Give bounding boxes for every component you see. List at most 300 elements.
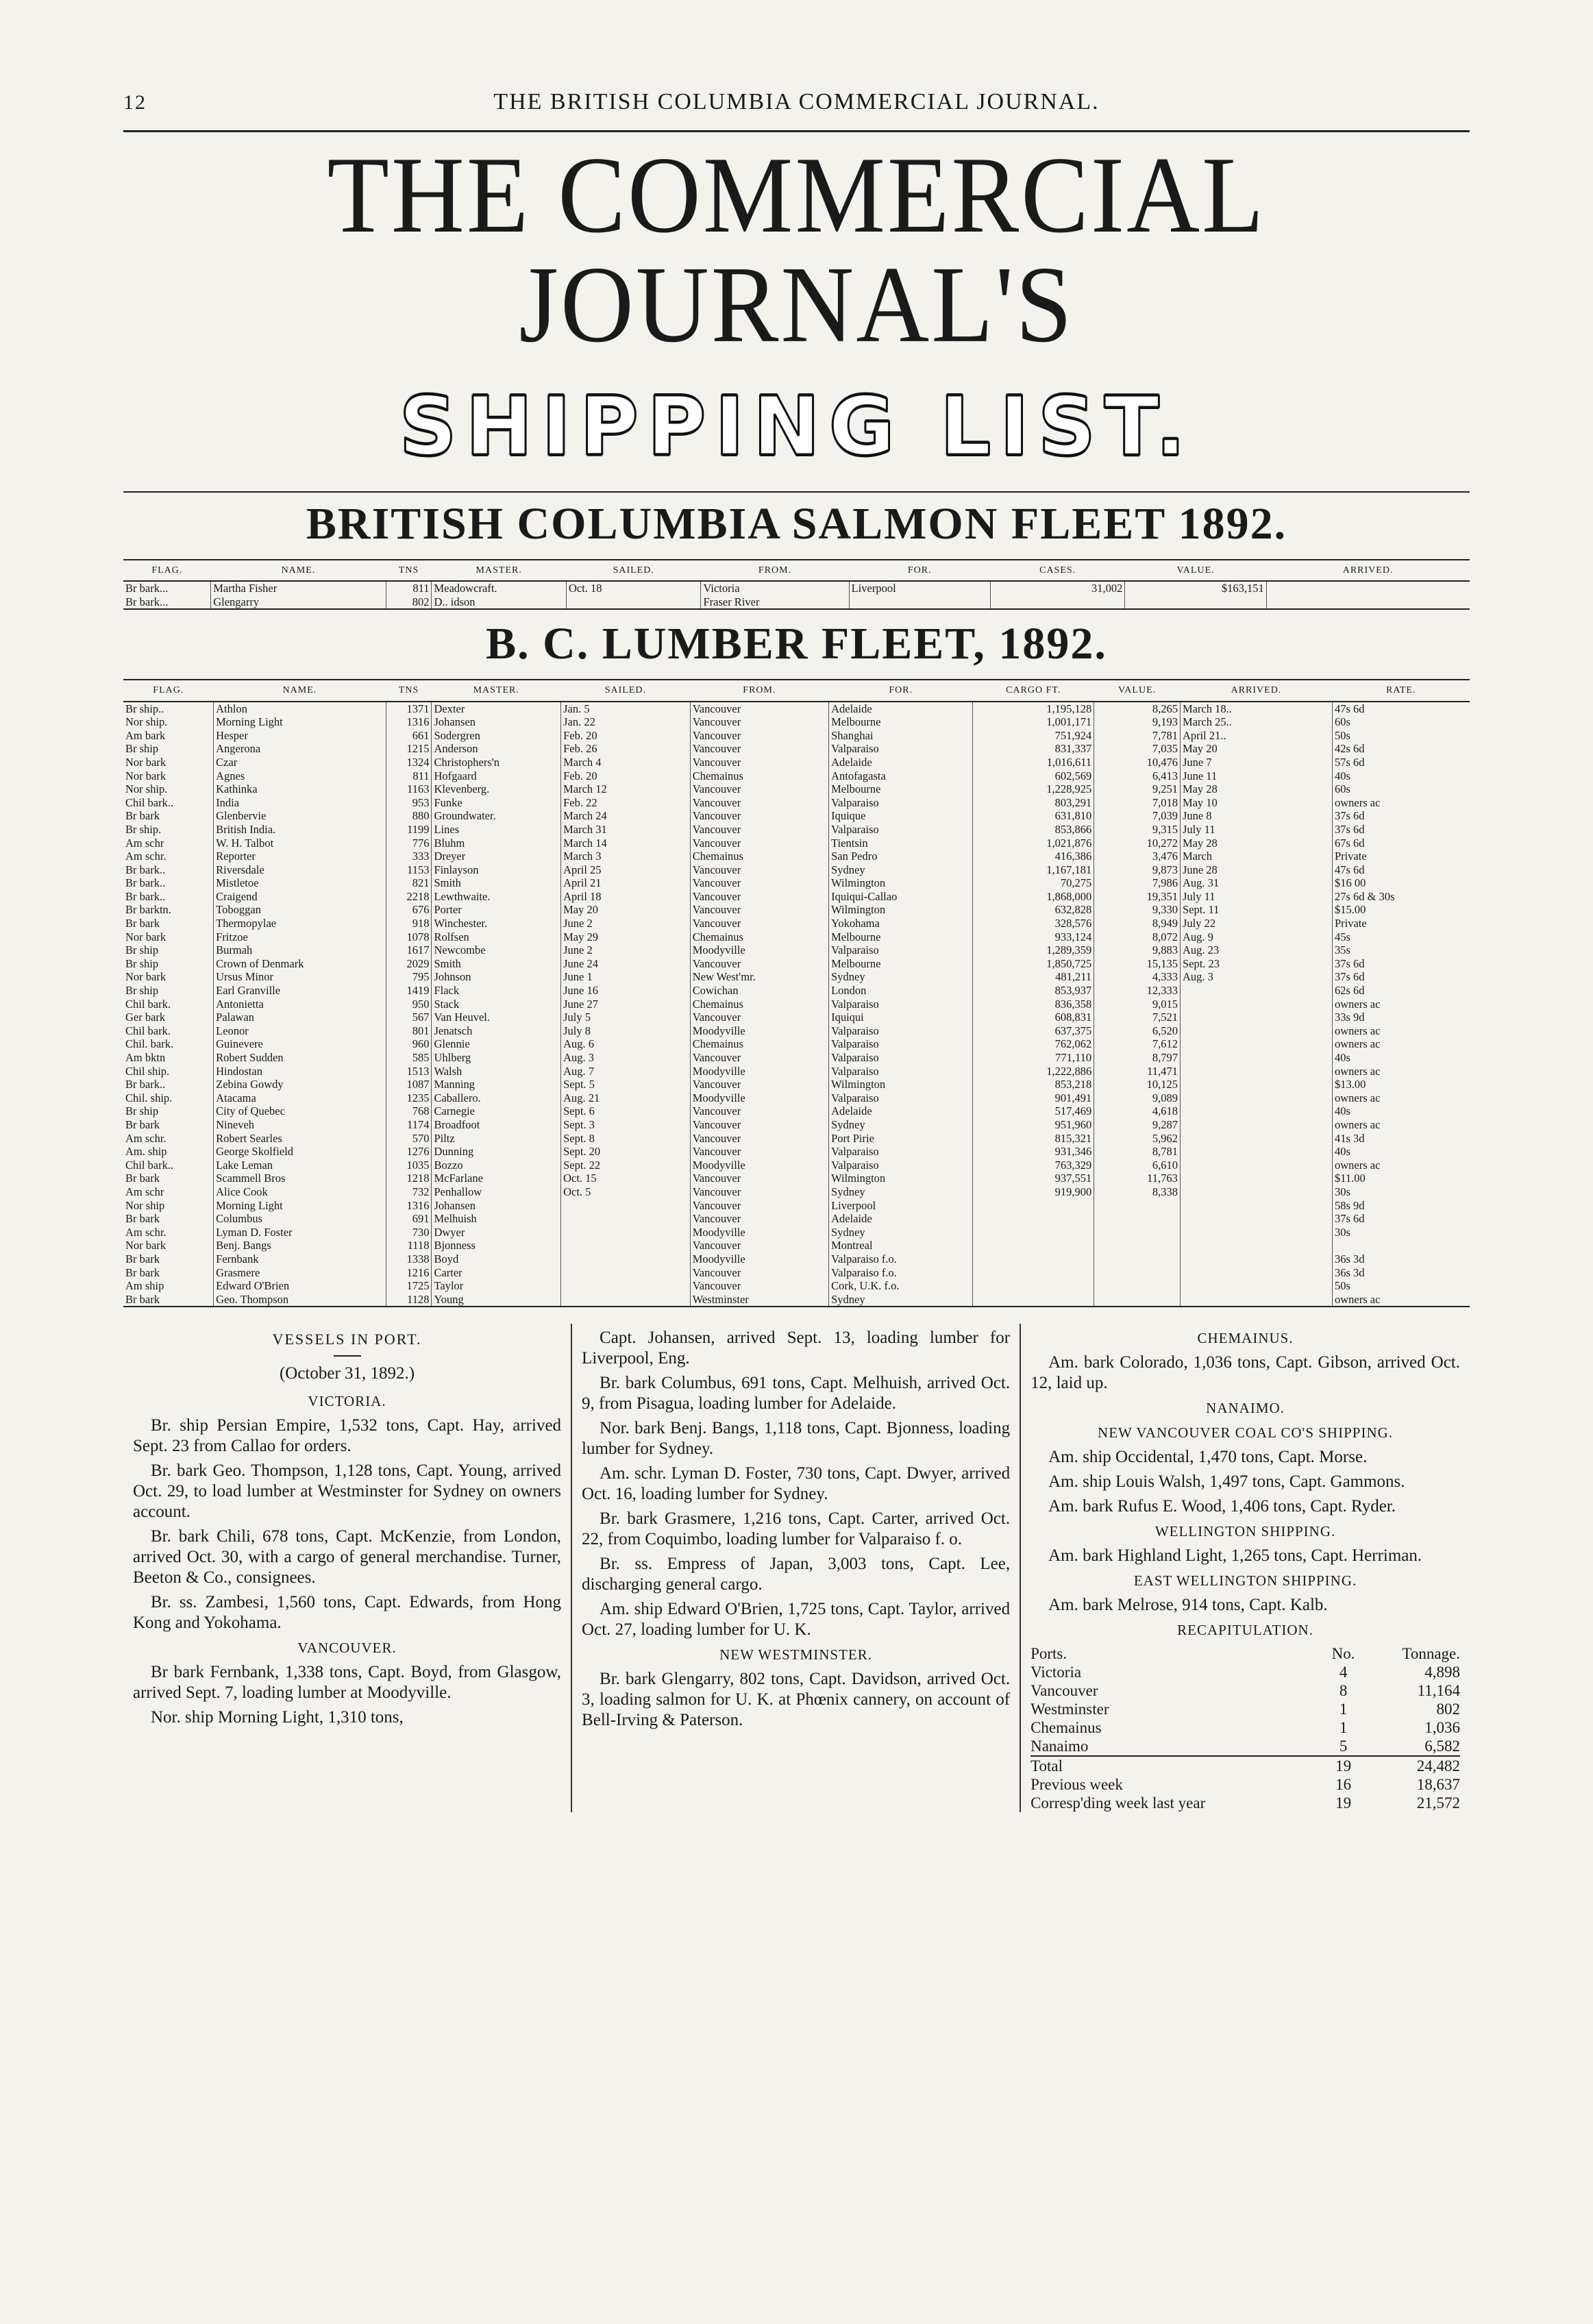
vancouver-paragraphs-cont xyxy=(582,1328,1010,1640)
lumber-cell: 47s 6d xyxy=(1332,863,1470,877)
lumber-cell: Sept. 5 xyxy=(561,1078,691,1091)
lumber-cell: owners ac xyxy=(1332,1118,1470,1132)
lumber-row xyxy=(123,890,1470,904)
lumber-cell: March 18.. xyxy=(1180,702,1332,716)
subhead xyxy=(123,379,1470,482)
lumber-cell: Private xyxy=(1332,917,1470,930)
lumber-cell: March 31 xyxy=(561,823,691,837)
lumber-cell: April 21 xyxy=(561,876,691,890)
salmon-cell xyxy=(1266,595,1470,610)
lumber-cell: Melbourne xyxy=(829,930,973,944)
lumber-cell xyxy=(1180,1239,1332,1252)
lumber-cell: Fernbank xyxy=(214,1252,386,1266)
page-number: 12 xyxy=(123,91,147,114)
lumber-cell: 821 xyxy=(386,876,432,890)
lumber-cell: Aug. 7 xyxy=(561,1065,691,1078)
lumber-cell: Jan. 22 xyxy=(561,715,691,729)
salmon-cell: $163,151 xyxy=(1125,581,1266,595)
lumber-cell: Am schr xyxy=(125,836,164,850)
recap-row xyxy=(1030,1718,1460,1737)
lumber-cell: 1216 xyxy=(386,1266,432,1280)
lumber-cell: 1163 xyxy=(386,782,432,796)
lumber-cell xyxy=(1094,1239,1181,1252)
lumber-cell: Melhuish xyxy=(432,1212,561,1226)
lumber-cell: Am bark xyxy=(125,728,166,742)
salmon-header-cell: MASTER. xyxy=(432,560,567,582)
lumber-cell: Melbourne xyxy=(829,715,973,729)
lumber-cell: 6,610 xyxy=(1094,1159,1181,1172)
port-column-3 xyxy=(1020,1324,1470,1812)
lumber-cell: Palawan xyxy=(214,1011,386,1024)
section-rule xyxy=(123,491,1470,493)
lumber-cell xyxy=(1332,1239,1470,1252)
lumber-row xyxy=(123,837,1470,850)
lumber-row xyxy=(123,1212,1470,1226)
lumber-cell: 8,797 xyxy=(1094,1051,1181,1065)
recap-cell: 1 xyxy=(1339,1701,1348,1718)
nvcc-paragraphs xyxy=(1030,1447,1460,1517)
lumber-cell: June 11 xyxy=(1180,769,1332,783)
lumber-cell: Br bark xyxy=(125,1212,160,1226)
lumber-cell: 880 xyxy=(386,809,432,823)
lumber-cell: Aug. 3 xyxy=(1180,970,1332,984)
lumber-cell: Chil bark.. xyxy=(125,1158,174,1172)
lumber-row xyxy=(123,1226,1470,1239)
lumber-cell: 58s 9d xyxy=(1332,1199,1470,1213)
recap-total-row xyxy=(1030,1756,1460,1775)
lumber-cell: Bjonness xyxy=(432,1239,561,1252)
lumber-row xyxy=(123,850,1470,863)
lumber-cell: Porter xyxy=(432,903,561,917)
lumber-cell xyxy=(973,1279,1094,1293)
lumber-row xyxy=(123,823,1470,837)
lumber-header-cell: FOR. xyxy=(829,680,973,702)
running-title: THE BRITISH COLUMBIA COMMERCIAL JOURNAL. xyxy=(493,89,1100,114)
lumber-cell: 9,330 xyxy=(1094,903,1181,917)
lumber-cell: 901,491 xyxy=(973,1091,1094,1105)
lumber-cell: May 28 xyxy=(1180,837,1332,850)
lumber-cell: Valparaiso xyxy=(829,1091,973,1105)
lumber-cell: Nineveh xyxy=(214,1118,386,1132)
vessel-paragraph: Am. bark Colorado, 1,036 tons, Capt. Gibson, arrived Oct. 12, laid up. xyxy=(1030,1353,1460,1393)
lumber-cell: Vancouver xyxy=(690,903,828,917)
lumber-cell: Br ship. xyxy=(125,822,162,836)
lumber-row xyxy=(123,1118,1470,1132)
lumber-cell: 919,900 xyxy=(973,1185,1094,1199)
lumber-cell xyxy=(1180,1172,1332,1185)
lumber-cell: Br bark.. xyxy=(125,863,166,876)
lumber-cell: 10,476 xyxy=(1094,756,1181,769)
lumber-cell: Winchester. xyxy=(432,917,561,930)
lumber-cell xyxy=(561,1212,691,1226)
lumber-cell: Br ship.. xyxy=(125,702,164,715)
lumber-cell xyxy=(1094,1212,1181,1226)
lumber-cell xyxy=(561,1279,691,1293)
lumber-cell: July 11 xyxy=(1180,890,1332,904)
lumber-cell: Am schr. xyxy=(125,1131,166,1145)
vessel-paragraph: Am. ship Occidental, 1,470 tons, Capt. Morse. xyxy=(1048,1448,1368,1467)
recap-cell: 4 xyxy=(1339,1664,1348,1681)
lumber-cell: 57s 6d xyxy=(1332,756,1470,769)
recap-cell: Westminster xyxy=(1030,1701,1109,1718)
lumber-cell: Wilmington xyxy=(829,1172,973,1185)
lumber-cell: Melbourne xyxy=(829,957,973,971)
lumber-cell: 67s 6d xyxy=(1332,837,1470,850)
recap-cell: 8 xyxy=(1339,1682,1348,1700)
lumber-row xyxy=(123,1091,1470,1105)
lumber-cell xyxy=(1094,1199,1181,1213)
lumber-cell: 42s 6d xyxy=(1332,742,1470,756)
lumber-cell: 1,195,128 xyxy=(973,702,1094,716)
lumber-cell: owners ac xyxy=(1332,796,1470,810)
lumber-cell: Sept. 23 xyxy=(1180,957,1332,971)
lumber-cell: Chil. bark. xyxy=(125,1037,174,1051)
lumber-cell: Am schr. xyxy=(125,1225,166,1239)
lumber-cell: Br bark.. xyxy=(125,1078,166,1091)
lumber-cell: 795 xyxy=(386,970,432,984)
lumber-cell: May 28 xyxy=(1180,782,1332,796)
recap-header-cell: Ports. xyxy=(1030,1645,1067,1663)
lumber-row xyxy=(123,917,1470,930)
lumber-cell: $15.00 xyxy=(1332,903,1470,917)
recap-table xyxy=(1030,1644,1460,1812)
lumber-cell: 37s 6d xyxy=(1332,957,1470,971)
lumber-cell: 1316 xyxy=(386,1199,432,1213)
lumber-cell: Am schr xyxy=(125,1185,164,1198)
lumber-cell: Ursus Minor xyxy=(214,970,386,984)
lumber-cell: Sept. 8 xyxy=(561,1132,691,1146)
port-column-2 xyxy=(571,1324,1020,1812)
lumber-cell xyxy=(1180,1078,1332,1091)
lumber-cell: 1,167,181 xyxy=(973,863,1094,877)
lumber-cell xyxy=(1094,1226,1181,1239)
lumber-cell: 8,949 xyxy=(1094,917,1181,930)
lumber-cell: Adelaide xyxy=(829,756,973,769)
lumber-cell: 11,471 xyxy=(1094,1065,1181,1078)
lumber-cell xyxy=(1094,1293,1181,1307)
lumber-cell: 1,850,725 xyxy=(973,957,1094,971)
lumber-cell: Bozzo xyxy=(432,1159,561,1172)
lumber-cell: Columbus xyxy=(214,1212,386,1226)
lumber-cell: Chemainus xyxy=(690,769,828,783)
lumber-cell: 15,135 xyxy=(1094,957,1181,971)
lumber-row xyxy=(123,1172,1470,1185)
salmon-cell: Glengarry xyxy=(211,595,386,610)
lumber-cell: 585 xyxy=(386,1051,432,1065)
lumber-cell: Chil bark. xyxy=(125,1024,171,1037)
nvcc-heading: NEW VANCOUVER COAL CO'S SHIPPING. xyxy=(1098,1424,1394,1442)
lumber-row xyxy=(123,876,1470,890)
lumber-row xyxy=(123,984,1470,998)
new-westminster-paragraphs xyxy=(582,1669,1010,1731)
lumber-cell: W. H. Talbot xyxy=(214,837,386,850)
lumber-cell: Nor bark xyxy=(125,769,166,782)
lumber-cell: Valparaiso xyxy=(829,1051,973,1065)
lumber-cell: 7,521 xyxy=(1094,1011,1181,1024)
lumber-cell: Thermopylae xyxy=(214,917,386,930)
recap-total-cell: Corresp'ding week last year xyxy=(1030,1794,1206,1812)
lumber-cell: March 12 xyxy=(561,782,691,796)
lumber-cell: Shanghai xyxy=(829,729,973,743)
vessel-paragraph: Br. ship Persian Empire, 1,532 tons, Capt. Hay, arrived Sept. 23 from Callao for orders. xyxy=(133,1416,562,1456)
lumber-cell: 637,375 xyxy=(973,1024,1094,1038)
recap-cell: Vancouver xyxy=(1030,1682,1098,1700)
lumber-cell: Vancouver xyxy=(690,1172,828,1185)
lumber-fleet-title: B. C. LUMBER FLEET, 1892. xyxy=(486,619,1107,669)
lumber-cell: 1,001,171 xyxy=(973,715,1094,729)
recap-cell: Chemainus xyxy=(1030,1719,1102,1737)
lumber-cell: 931,346 xyxy=(973,1145,1094,1159)
lumber-cell: Valparaiso f.o. xyxy=(829,1266,973,1280)
vessel-paragraph: Br. ss. Zambesi, 1,560 tons, Capt. Edwards, from Hong Kong and Yokohama. xyxy=(133,1593,562,1633)
lumber-row xyxy=(123,1159,1470,1172)
lumber-cell: 631,810 xyxy=(973,809,1094,823)
lumber-rows xyxy=(123,702,1470,1307)
lumber-cell xyxy=(973,1199,1094,1213)
lumber-cell: Aug. 9 xyxy=(1180,930,1332,944)
lumber-cell: Br bark xyxy=(123,1293,214,1307)
lumber-cell: 1371 xyxy=(386,702,432,716)
lumber-cell: Moodyville xyxy=(690,1226,828,1239)
lumber-cell: Valparaiso xyxy=(829,742,973,756)
lumber-cell: Vancouver xyxy=(690,890,828,904)
running-head xyxy=(123,89,1470,130)
lumber-cell xyxy=(1180,1279,1332,1293)
recap-total-cell: 19 xyxy=(1324,1756,1363,1775)
lumber-cell: Valparaiso xyxy=(829,1145,973,1159)
lumber-cell: 2218 xyxy=(386,890,432,904)
lumber-cell: owners ac xyxy=(1332,1024,1470,1038)
recap-row xyxy=(1030,1737,1460,1756)
lumber-cell: 2029 xyxy=(386,957,432,971)
lumber-cell: 1617 xyxy=(386,943,432,957)
lumber-cell xyxy=(561,1252,691,1266)
lumber-cell: Bluhm xyxy=(432,837,561,850)
lumber-cell: Aug. 3 xyxy=(561,1051,691,1065)
lumber-cell: 45s xyxy=(1332,930,1470,944)
lumber-cell: Young xyxy=(432,1293,561,1307)
lumber-cell: 1276 xyxy=(386,1145,432,1159)
lumber-cell: Vancouver xyxy=(690,917,828,930)
lumber-cell: Adelaide xyxy=(829,1104,973,1118)
lumber-cell: Vancouver xyxy=(690,742,828,756)
lumber-cell: Dreyer xyxy=(432,850,561,863)
salmon-header-cell: CASES. xyxy=(990,560,1125,582)
lumber-cell: Sydney xyxy=(829,1226,973,1239)
lumber-cell: Lines xyxy=(432,823,561,837)
lumber-cell: $16 00 xyxy=(1332,876,1470,890)
lumber-cell: 70,275 xyxy=(973,876,1094,890)
masthead: THE COMMERCIAL JOURNAL'S xyxy=(327,134,1266,366)
lumber-cell: Alice Cook xyxy=(214,1185,386,1199)
lumber-cell: 1725 xyxy=(386,1279,432,1293)
lumber-cell: Klevenberg. xyxy=(432,782,561,796)
lumber-cell: July 8 xyxy=(561,1024,691,1038)
lumber-cell: 1,868,000 xyxy=(973,890,1094,904)
recap-cell: 1 xyxy=(1339,1719,1348,1737)
lumber-cell: 1324 xyxy=(386,756,432,769)
lumber-row xyxy=(123,769,1470,783)
lumber-cell xyxy=(1180,998,1332,1011)
lumber-cell: 608,831 xyxy=(973,1011,1094,1024)
lumber-cell: Wilmington xyxy=(829,1078,973,1091)
lumber-cell: Angerona xyxy=(214,742,386,756)
vessel-paragraph: Br. bark Columbus, 691 tons, Capt. Melhuish, arrived Oct. 9, from Pisagua, loading lumber for Adelaide. xyxy=(582,1374,1011,1413)
lumber-cell: 1,222,886 xyxy=(973,1065,1094,1078)
lumber-cell: Robert Searles xyxy=(214,1132,386,1146)
lumber-cell xyxy=(973,1226,1094,1239)
salmon-header-row xyxy=(123,560,1470,582)
lumber-cell: Vancouver xyxy=(690,809,828,823)
chemainus-heading: CHEMAINUS. xyxy=(1197,1330,1294,1347)
lumber-cell: 3,476 xyxy=(1094,850,1181,863)
east-wellington-heading: EAST WELLINGTON SHIPPING. xyxy=(1133,1572,1357,1590)
lumber-cell: Atacama xyxy=(214,1091,386,1105)
lumber-cell xyxy=(1180,1145,1332,1159)
lumber-cell: Feb. 26 xyxy=(561,742,691,756)
lumber-cell xyxy=(973,1266,1094,1280)
lumber-cell: New West'mr. xyxy=(690,970,828,984)
lumber-cell: 1078 xyxy=(386,930,432,944)
lumber-cell: Nor ship xyxy=(125,1198,165,1212)
lumber-cell: Vancouver xyxy=(690,782,828,796)
lumber-row xyxy=(123,998,1470,1011)
lumber-cell: Aug. 6 xyxy=(561,1037,691,1051)
lumber-row xyxy=(123,1239,1470,1252)
lumber-cell: 730 xyxy=(386,1226,432,1239)
lumber-cell: Chemainus xyxy=(690,1037,828,1051)
lumber-cell: Newcombe xyxy=(432,943,561,957)
lumber-row xyxy=(123,1078,1470,1091)
lumber-cell: Dunning xyxy=(432,1145,561,1159)
lumber-cell xyxy=(1180,1118,1332,1132)
lumber-cell: Reporter xyxy=(214,850,386,863)
lumber-row xyxy=(123,1051,1470,1065)
lumber-row xyxy=(123,1037,1470,1051)
lumber-row xyxy=(123,930,1470,944)
lumber-cell: 1199 xyxy=(386,823,432,837)
lumber-cell: Vancouver xyxy=(690,715,828,729)
lumber-cell: $13.00 xyxy=(1332,1078,1470,1091)
wellington-heading: WELLINGTON SHIPPING. xyxy=(1154,1523,1336,1540)
vessel-paragraph: Am. bark Melrose, 914 tons, Capt. Kalb. xyxy=(1048,1596,1328,1615)
lumber-cell: 37s 6d xyxy=(1332,1212,1470,1226)
lumber-cell: 937,551 xyxy=(973,1172,1094,1185)
lumber-row xyxy=(123,970,1470,984)
lumber-cell: April 18 xyxy=(561,890,691,904)
lumber-cell: 30s xyxy=(1332,1185,1470,1199)
lumber-cell: 37s 6d xyxy=(1332,809,1470,823)
lumber-cell xyxy=(1180,1132,1332,1146)
lumber-cell: Sept. 6 xyxy=(561,1104,691,1118)
lumber-cell: 771,110 xyxy=(973,1051,1094,1065)
lumber-cell: March 3 xyxy=(561,850,691,863)
lumber-cell xyxy=(973,1293,1094,1307)
lumber-cell xyxy=(1180,1037,1332,1051)
lumber-header-cell: CARGO FT. xyxy=(973,680,1094,702)
recap-cell: 802 xyxy=(1436,1701,1460,1718)
lumber-cell: 481,211 xyxy=(973,970,1094,984)
victoria-paragraphs xyxy=(133,1416,561,1633)
lumber-cell: Earl Granville xyxy=(214,984,386,998)
lumber-cell: Sept. 22 xyxy=(561,1159,691,1172)
lumber-cell: March 24 xyxy=(561,809,691,823)
lumber-cell: 732 xyxy=(386,1185,432,1199)
lumber-cell: Scammell Bros xyxy=(214,1172,386,1185)
lumber-cell: June 2 xyxy=(561,943,691,957)
port-date: (October 31, 1892.) xyxy=(279,1364,415,1383)
lumber-cell: Vancouver xyxy=(690,1266,828,1280)
lumber-cell: Hindostan xyxy=(214,1065,386,1078)
lumber-cell: Vancouver xyxy=(690,756,828,769)
lumber-cell: 4,618 xyxy=(1094,1104,1181,1118)
lumber-cell: 776 xyxy=(386,837,432,850)
lumber-cell: Chil bark. xyxy=(125,997,171,1011)
lumber-cell: Riversdale xyxy=(214,863,386,877)
lumber-cell: 7,781 xyxy=(1094,729,1181,743)
lumber-cell: 328,576 xyxy=(973,917,1094,930)
salmon-rows xyxy=(123,581,1470,609)
lumber-cell: Vancouver xyxy=(690,1145,828,1159)
lumber-cell: Sept. 20 xyxy=(561,1145,691,1159)
lumber-cell xyxy=(1180,1065,1332,1078)
lumber-cell: Robert Sudden xyxy=(214,1051,386,1065)
lumber-cell: Valparaiso xyxy=(829,1037,973,1051)
lumber-cell: Mistletoe xyxy=(214,876,386,890)
lumber-cell: May 20 xyxy=(1180,742,1332,756)
salmon-cell xyxy=(1266,581,1470,595)
lumber-cell: Adelaide xyxy=(829,702,973,716)
lumber-cell: Moodyville xyxy=(690,1024,828,1038)
recap-row xyxy=(1030,1681,1460,1700)
lumber-cell xyxy=(1180,1266,1332,1280)
lumber-cell: Sydney xyxy=(829,1293,973,1307)
vessel-paragraph: Nor. ship Morning Light, 1,310 tons, xyxy=(151,1708,404,1727)
lumber-cell: Edward O'Brien xyxy=(214,1279,386,1293)
lumber-cell: 7,986 xyxy=(1094,876,1181,890)
lumber-header-cell: NAME. xyxy=(214,680,386,702)
lumber-cell: April 21.. xyxy=(1180,729,1332,743)
lumber-cell: Oct. 5 xyxy=(561,1185,691,1199)
lumber-cell: Boyd xyxy=(432,1252,561,1266)
lumber-cell: Morning Light xyxy=(214,1199,386,1213)
lumber-header-cell: TNS xyxy=(386,680,432,702)
lumber-cell: 676 xyxy=(386,903,432,917)
lumber-cell: 953 xyxy=(386,796,432,810)
lumber-cell: Feb. 20 xyxy=(561,729,691,743)
lumber-cell: Chil ship. xyxy=(125,1064,170,1078)
recap-total-cell: 24,482 xyxy=(1363,1756,1460,1775)
lumber-cell: Br bark xyxy=(125,1117,160,1131)
lumber-cell: Liverpool xyxy=(829,1199,973,1213)
lumber-cell: Montreal xyxy=(829,1239,973,1252)
vessel-paragraph: Am. ship Edward O'Brien, 1,725 tons, Capt. Taylor, arrived Oct. 27, loading lumber for U. K. xyxy=(582,1600,1011,1640)
lumber-cell: Johansen xyxy=(432,715,561,729)
lumber-cell: Nor bark xyxy=(125,930,166,943)
lumber-cell: 37s 6d xyxy=(1332,823,1470,837)
salmon-cell xyxy=(849,595,990,610)
lumber-cell: 661 xyxy=(386,729,432,743)
lumber-cell: Nor ship. xyxy=(125,782,168,796)
lumber-cell: 8,781 xyxy=(1094,1145,1181,1159)
vessel-paragraph: Br. bark Grasmere, 1,216 tons, Capt. Carter, arrived Oct. 22, from Coquimbo, loading lumber for Valparaiso f. o. xyxy=(582,1509,1011,1549)
lumber-cell: Private xyxy=(1332,850,1470,863)
lumber-cell: Funke xyxy=(432,796,561,810)
lumber-cell: 1215 xyxy=(386,742,432,756)
lumber-cell: Agnes xyxy=(214,769,386,783)
lumber-cell: Lewthwaite. xyxy=(432,890,561,904)
lumber-cell: 5,962 xyxy=(1094,1132,1181,1146)
